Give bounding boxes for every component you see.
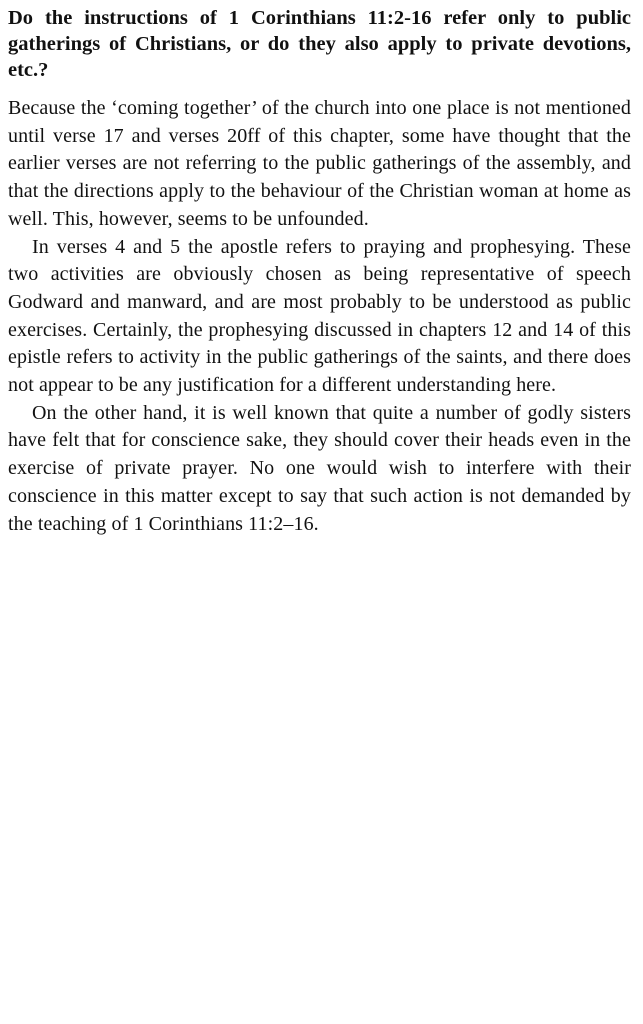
answer-paragraph-1: Because the ‘coming together’ of the church into one place is not mentioned until verse 17 and verses 20ff of this chapter, some have thought that the earlier verses are not referring to the public gatherings of the assembly, and that the directions apply to the behaviour of the Christian woman at home as well. This, however, seems to be unfounded. — [8, 97, 631, 230]
answer-paragraph-3: On the other hand, it is well known that quite a number of godly sisters have felt that for conscience sake, they should cover their heads even in the exercise of private prayer. No one would wish to interfere with their conscience in this matter except to say that such action is not demanded by the teaching of 1 Corinthians 11:2–16. — [8, 401, 631, 535]
answer-paragraph-2: In verses 4 and 5 the apostle refers to praying and prophesying. These two activities are obviously chosen as being representative of speech Godward and manward, and are most probably to be understood as public exercises. Certainly, the prophesying discussed in chapters 12 and 14 of this epistle refers to activity in the public gatherings of the saints, and there does not appear to be any justification for a different understanding here. — [8, 235, 631, 397]
document-page — [8, 5, 631, 538]
question-heading: Do the instructions of 1 Corinthians 11:2-16 refer only to public gatherings of Christians, or do they also apply to private devotions, etc.? — [8, 7, 631, 81]
